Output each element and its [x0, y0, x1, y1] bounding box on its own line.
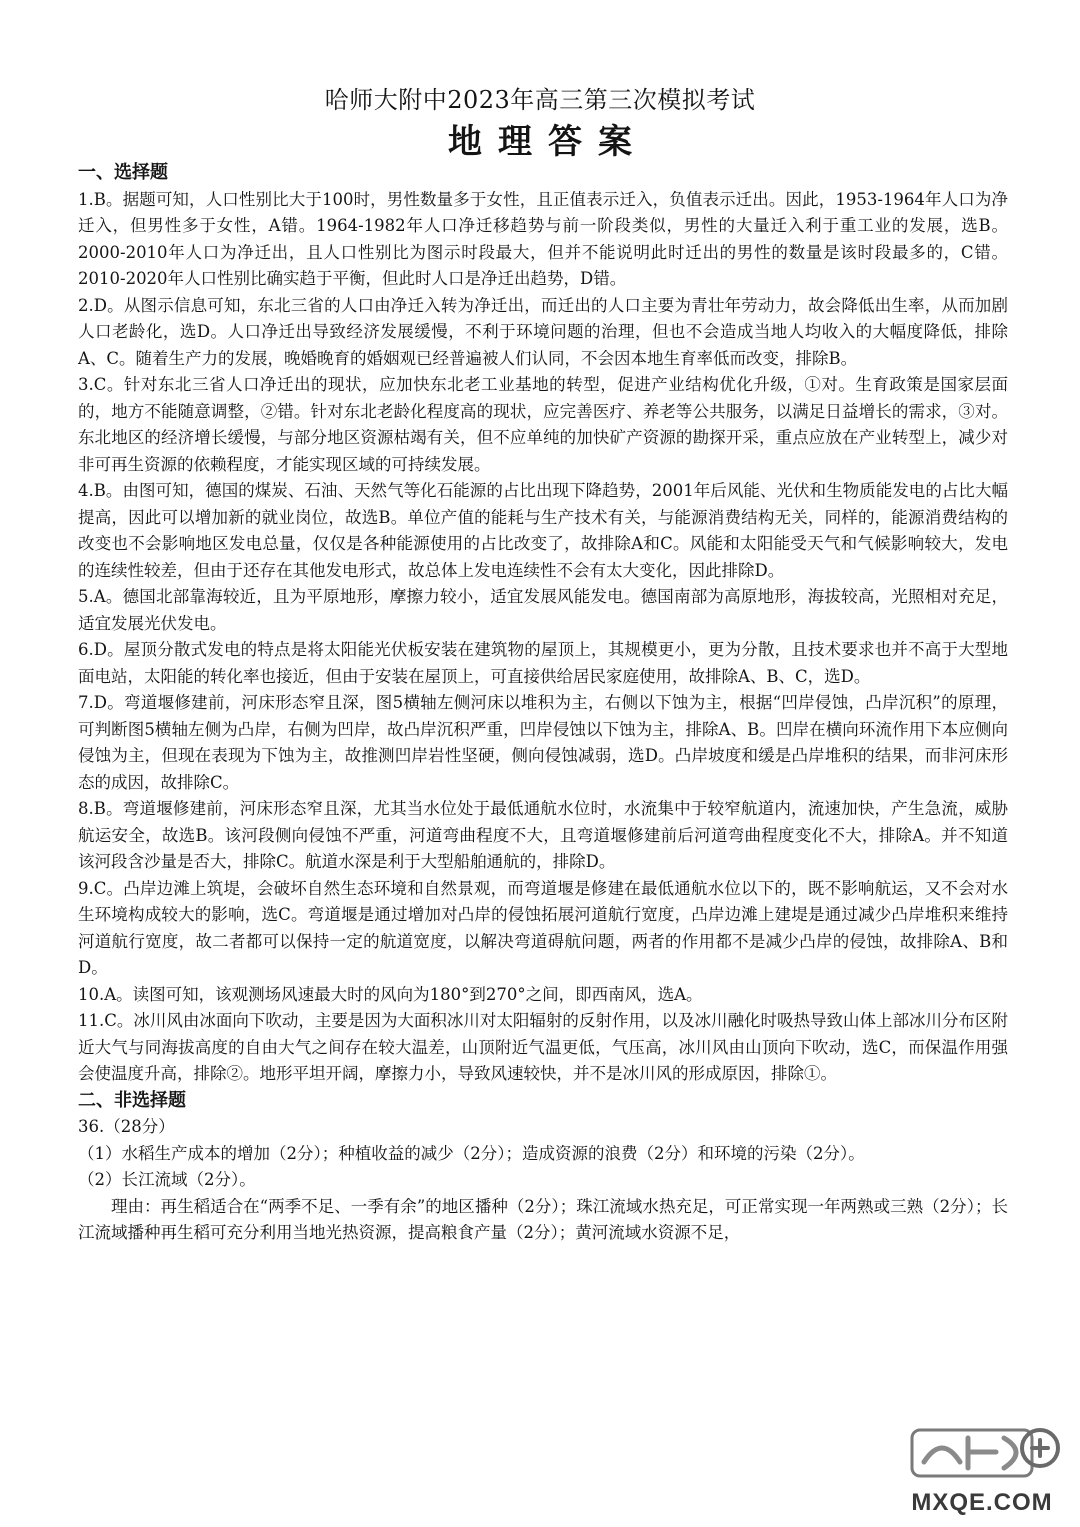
answer-q11: 11.C。冰川风由冰面向下吹动，主要是因为大面积冰川对太阳辐射的反射作用，以及冰川融化时吸热导致山体上部冰川分布区附近大气与同海拔高度的自由大气之间存在较大温差，山顶附近气温更低，气压高，冰川风由山顶向下吹动，选C，而保温作用强会使温度升高，排除②。地形平坦开阔，摩擦力小，导致风速较快，并不是冰川风的形成原因，排除①。: [78, 1011, 1008, 1083]
answer-q4: 4.B。由图可知，德国的煤炭、石油、天然气等化石能源的占比出现下降趋势，2001年后风能、光伏和生物质能发电的占比大幅提高，因此可以增加新的就业岗位，故选B。单位产值的能耗与生产技术有关，与能源消费结构无关，同样的，能源消费结构的改变也不会影响地区发电总量，仅仅是各种能源使用的占比改变了，故排除A和C。风能和太阳能受天气和气候影响较大，发电的连续性较差，但由于还存在其他发电形式，故总体上发电连续性不会有太大变化，因此排除D。: [78, 481, 1008, 580]
answer-q8: 8.B。弯道堰修建前，河床形态窄且深，尤其当水位处于最低通航水位时，水流集中于较窄航道内，流速加快，产生急流，威胁航运安全，故选B。该河段侧向侵蚀不严重，河道弯曲程度不大，且弯道堰修建前后河道弯曲程度变化不大，排除A。并不知道该河段含沙量是否大，排除C。航道水深是利于大型船舶通航的，排除D。: [78, 799, 1008, 871]
answer-q1: 1.B。据题可知，人口性别比大于100时，男性数量多于女性，且正值表示迁入，负值表示迁出。因此，1953-1964年人口为净迁入，但男性多于女性，A错。1964-1982年人口净迁移趋势与前一阶段类似，男性的大量迁入利于重工业的发展，选B。2000-2010年人口为净迁出，且人口性别比为图示时段最大，但并不能说明此时迁出的男性的数量是该时段最多的，C错。2010-2020年人口性别比确实趋于平衡，但此时人口是净迁出趋势，D错。: [78, 189, 1008, 288]
answer-q7: 7.D。弯道堰修建前，河床形态窄且深，图5横轴左侧河床以堆积为主，右侧以下蚀为主，根据“凹岸侵蚀，凸岸沉积”的原理，可判断图5横轴左侧为凸岸，右侧为凹岸，故凸岸沉积严重，凹岸侵蚀以下蚀为主，排除A、B。凹岸在横向环流作用下本应侧向侵蚀为主，但现在表现为下蚀为主，故推测凹岸岩性坚硬，侧向侵蚀减弱，选D。凸岸坡度和缓是凸岸堆积的结果，而非河床形态的成因，故排除C。: [78, 693, 1008, 792]
answer-q3: 3.C。针对东北三省人口净迁出的现状，应加快东北老工业基地的转型，促进产业结构优化升级，①对。生育政策是国家层面的，地方不能随意调整，②错。针对东北老龄化程度高的现状，应完善医疗、养老等公共服务，以满足日益增长的需求，③对。东北地区的经济增长缓慢，与部分地区资源枯竭有关，但不应单纯的加快矿产资源的勘探开采，重点应放在产业转型上，减少对非可再生资源的依赖程度，才能实现区域的可持续发展。: [78, 375, 1008, 474]
answer-q9: 9.C。凸岸边滩上筑堤，会破坏自然生态环境和自然景观，而弯道堰是修建在最低通航水位以下的，既不影响航运，又不会对水生环境构成较大的影响，选C。弯道堰是通过增加对凸岸的侵蚀拓展河道航行宽度，凸岸边滩上建堤是通过减少凸岸堆积来维持河道航行宽度，故二者都可以保持一定的航道宽度，以解决弯道碍航问题，两者的作用都不是减少凸岸的侵蚀，故排除A、B和D。: [78, 878, 1008, 977]
answer-q10: 10.A。读图可知，该观测场风速最大时的风向为180°到270°之间，即西南风，选A。: [78, 984, 703, 1004]
exam-title: 哈师大附中2023年高三第三次模拟考试: [324, 86, 756, 114]
watermark-emblem-icon: [902, 1412, 1062, 1492]
answer-heading: 地理答案: [448, 122, 648, 162]
watermark-text: MXQE.COM: [911, 1489, 1053, 1516]
q36-part2: （2）长江流域（2分）。: [78, 1170, 256, 1189]
answer-q2: 2.D。从图示信息可知，东北三省的人口由净迁入转为净迁出，而迁出的人口主要为青壮年劳动力，故会降低出生率，从而加剧人口老龄化，选D。人口净迁出导致经济发展缓慢，不利于环境问题的治理，但也不会造成当地人均收入的大幅度降低，排除A、C。随着生产力的发展，晚婚晚育的婚姻观已经普遍被人们认同，不会因本地生育率低而改变，排除B。: [78, 295, 1008, 368]
watermark-logo: [902, 1412, 1062, 1517]
q36-reason: 理由：再生稻适合在“两季不足、一季有余”的地区播种（2分）；珠江流域水热充足，可正常实现一年两熟或三熟（2分）；长江流域播种再生稻可充分利用当地光热资源，提高粮食产量（2分）；黄河流域水资源不足，: [78, 1196, 1008, 1242]
q36-part1: （1）水稻生产成本的增加（2分）；种植收益的减少（2分）；造成资源的浪费（2分）和环境的污染（2分）。: [78, 1143, 865, 1163]
choice-section-title: 一、选择题: [78, 162, 168, 183]
nonchoice-section-title: 二、非选择题: [78, 1089, 186, 1111]
answer-content: [78, 160, 1008, 1247]
q36-heading: 36.（28分）: [78, 1117, 175, 1136]
answer-q5: 5.A。德国北部靠海较近，且为平原地形，摩擦力较小，适宜发展风能发电。德国南部为高原地形，海拔较高，光照相对充足，适宜发展光伏发电。: [78, 587, 1008, 633]
answer-q6: 6.D。屋顶分散式发电的特点是将太阳能光伏板安装在建筑物的屋顶上，其规模更小，更为分散，且技术要求也并不高于大型地面电站，太阳能的转化率也接近，但由于安装在屋顶上，可直接供给居民家庭使用，故排除A、B、C，选D。: [78, 640, 1008, 686]
